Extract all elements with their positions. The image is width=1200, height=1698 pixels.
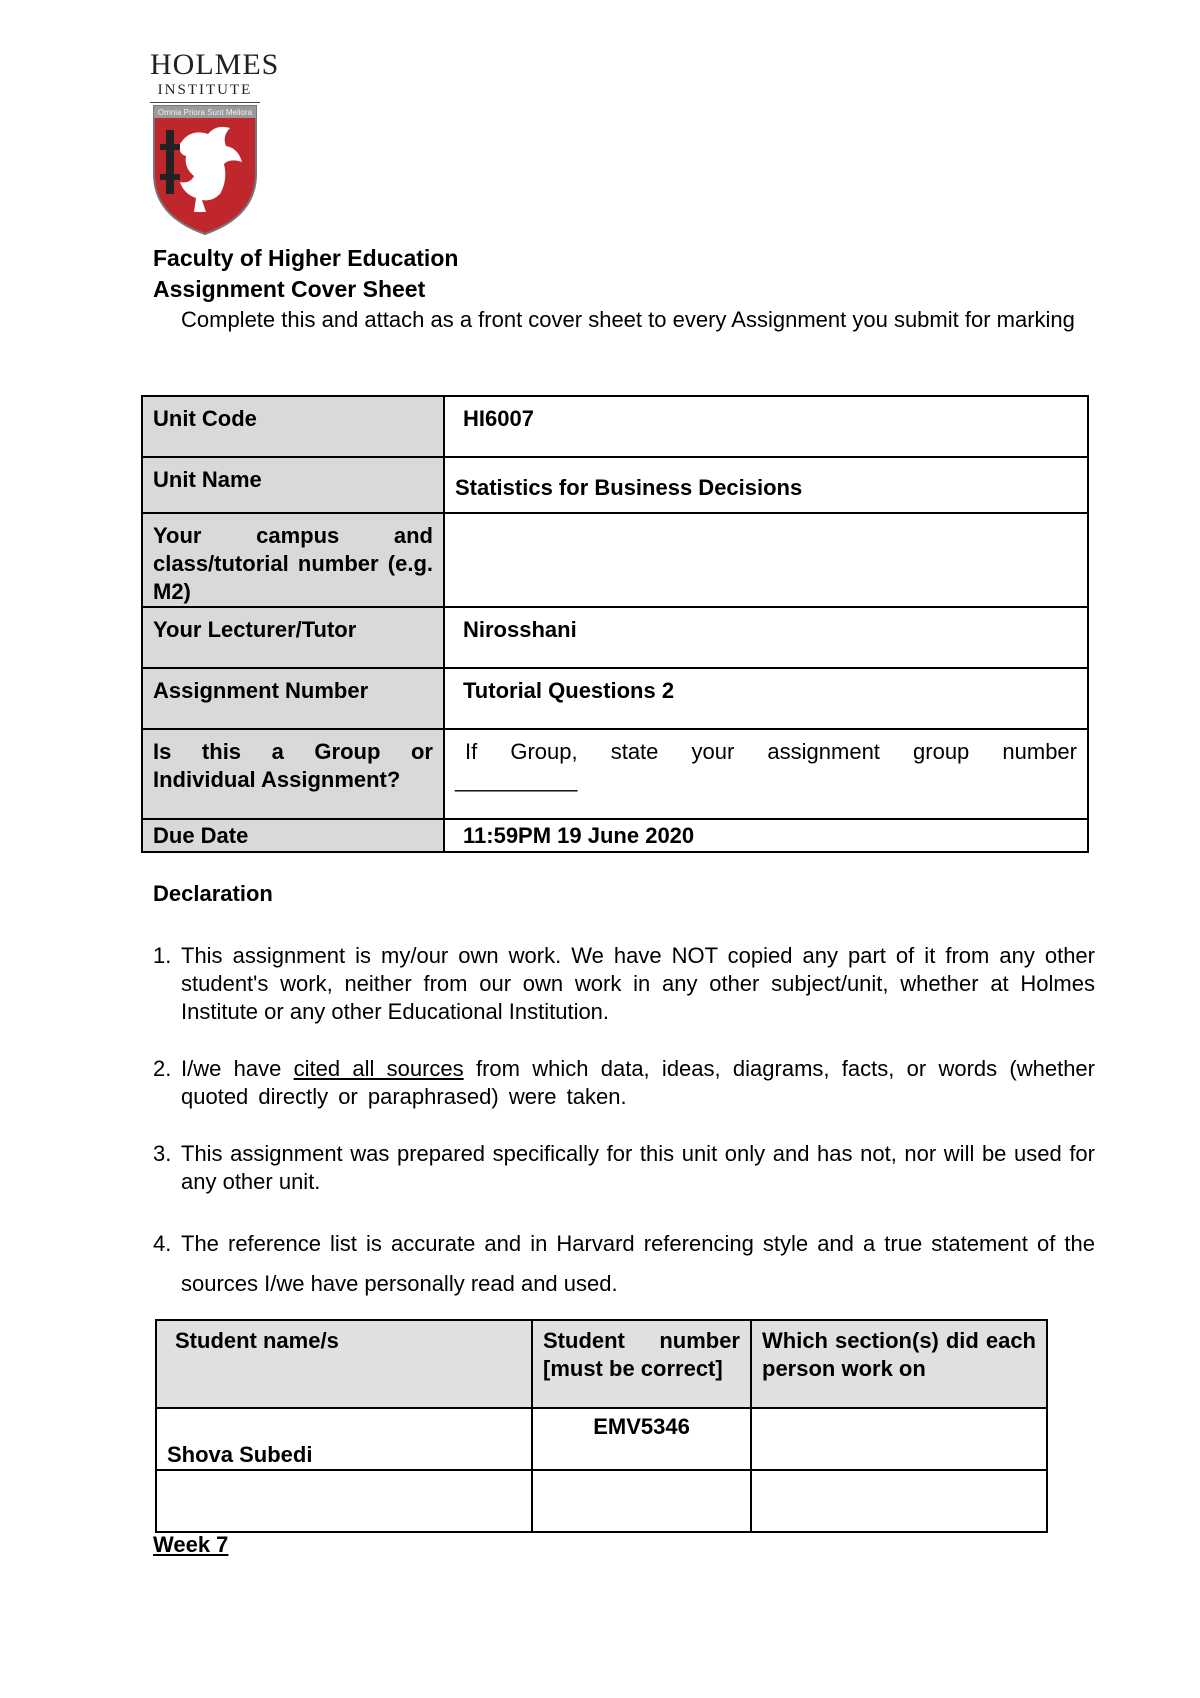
student-name-cell[interactable]: Shova Subedi — [156, 1408, 532, 1470]
unit-code-label: Unit Code — [142, 396, 444, 457]
unit-name-value: Statistics for Business Decisions — [444, 457, 1088, 513]
campus-label: Your campus and class/tutorial number (e.g. M2) — [142, 513, 444, 607]
sections-header: Which section(s) did each person work on — [751, 1320, 1047, 1408]
lecturer-value: Nirosshani — [444, 607, 1088, 668]
sections-cell[interactable] — [751, 1408, 1047, 1470]
page-title: Assignment Cover Sheet — [153, 276, 426, 302]
group-number-blank[interactable]: __________ — [455, 767, 578, 792]
declaration-title: Declaration — [153, 881, 273, 906]
lecturer-label: Your Lecturer/Tutor — [142, 607, 444, 668]
campus-value[interactable] — [444, 513, 1088, 607]
logo-wordmark: HOLMES — [150, 48, 280, 81]
cover-table — [141, 395, 1089, 853]
group-label: Is this a Group or Individual Assignment? — [142, 729, 444, 819]
assignment-number-value: Tutorial Questions 2 — [444, 668, 1088, 729]
students-table — [155, 1319, 1048, 1533]
declaration-item: 1. This assignment is my/our own work. We have NOT copied any part of it from any other student's work, neither from our own work in any other subject/unit, whether at Holmes Institute or any other Educational Institution. — [153, 943, 1095, 1024]
student-name-cell[interactable] — [156, 1470, 532, 1532]
declaration-item: 2. I/we have cited all sources from which data, ideas, diagrams, facts, or words (whether quoted directly or paraphrased) were taken. — [153, 1056, 1095, 1109]
student-number-cell[interactable]: EMV5346 — [532, 1408, 751, 1470]
student-name-header: Student name/s — [156, 1320, 532, 1408]
student-number-cell[interactable] — [532, 1470, 751, 1532]
due-date-label: Due Date — [142, 819, 444, 852]
crest-icon — [150, 104, 260, 236]
unit-code-value: HI6007 — [444, 396, 1088, 457]
assignment-number-label: Assignment Number — [142, 668, 444, 729]
group-instruction: If Group, state your assignment group number — [465, 739, 1077, 764]
sections-cell[interactable] — [751, 1470, 1047, 1532]
declaration-item: 3. This assignment was prepared specifically for this unit only and has not, nor will be used for any other unit. — [153, 1141, 1095, 1194]
unit-name-label: Unit Name — [142, 457, 444, 513]
logo-subtitle: INSTITUTE — [150, 82, 260, 103]
intro-text: Complete this and attach as a front cover sheet to every Assignment you submit for marking — [181, 307, 1075, 332]
faculty-heading: Faculty of Higher Education — [153, 245, 459, 271]
student-number-header: Student number [must be correct] — [532, 1320, 751, 1408]
cited-sources-underline: cited all sources — [293, 1056, 464, 1081]
group-value — [444, 729, 1088, 819]
due-date-value: 11:59PM 19 June 2020 — [444, 819, 1088, 852]
crest-motto: Omnia Priora Sunt Meliora — [157, 108, 253, 117]
declaration-item: 4. The reference list is accurate and in Harvard referencing style and a true statement of the sources I/we have personally read and used. — [153, 1231, 1095, 1296]
week-label: Week 7 — [153, 1532, 229, 1557]
